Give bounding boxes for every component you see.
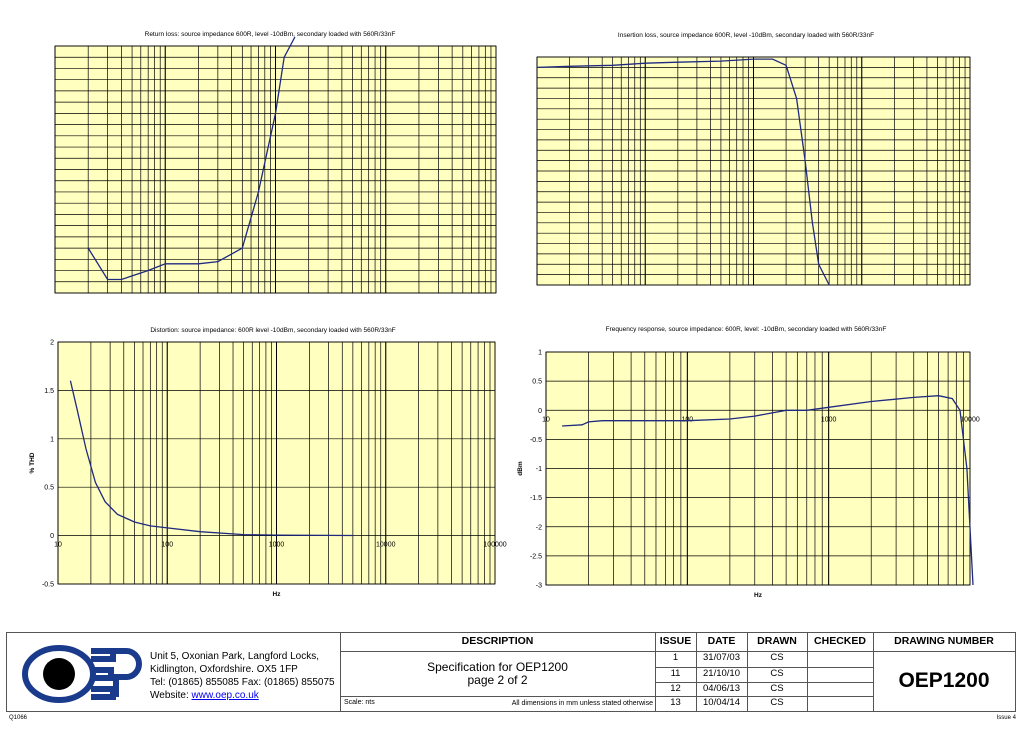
- address-line-3: Tel: (01865) 855085 Fax: (01865) 855075: [150, 677, 335, 688]
- footer-left-code: Q1066: [9, 715, 28, 721]
- revision-drawn-2: CS: [770, 683, 784, 694]
- issue-header: ISSUE: [659, 635, 692, 647]
- oep-logo: [21, 643, 145, 705]
- drawing-number: OEP1200: [898, 669, 990, 692]
- distortion-ytick: 1: [50, 436, 54, 444]
- distortion-xtick: 10000: [376, 541, 396, 549]
- revision-date-2: 04/06/13: [703, 683, 740, 694]
- frequency-response-ylabel: dBm: [517, 461, 524, 476]
- distortion-xtick: 100: [161, 541, 174, 549]
- revision-issue-1: 11: [670, 668, 681, 679]
- title-block: [6, 632, 1016, 712]
- address-website: [150, 689, 335, 702]
- revision-date-3: 10/04/14: [703, 697, 740, 708]
- checked-header: CHECKED: [814, 635, 866, 647]
- frequency-response-ytick: -2.5: [529, 553, 542, 561]
- revision-drawn-0: CS: [770, 652, 784, 663]
- frequency-response-ytick: -2: [535, 524, 542, 532]
- distortion-ytick: 0.5: [44, 484, 54, 492]
- frequency-response-ytick: -1.5: [529, 495, 542, 503]
- distortion-xlabel: Hz: [272, 591, 281, 598]
- frequency-response-ytick: 1: [538, 349, 542, 357]
- drawn-header: DRAWN: [757, 635, 797, 647]
- footer-right-code: Issue 4: [996, 715, 1016, 721]
- description-line-1: Specification for OEP1200: [427, 660, 568, 674]
- distortion-xtick: 100000: [483, 541, 507, 549]
- distortion-xtick: 10: [54, 541, 62, 549]
- address-line-2: Kidlington, Oxfordshire. OX5 1FP: [150, 664, 298, 675]
- revision-issue-3: 13: [670, 697, 681, 708]
- frequency-response-ytick: -3: [535, 582, 542, 590]
- distortion-ytick: 1.5: [44, 387, 54, 395]
- frequency-response-xtick: 10: [542, 416, 550, 424]
- distortion-xtick: 1000: [268, 541, 285, 549]
- frequency-response-xtick: 100: [681, 416, 694, 424]
- frequency-response-ytick: 0: [538, 407, 542, 415]
- distortion-title: Distortion: source impedance: 600R level -10dBm, secondary loaded with 560R/33nF: [150, 327, 396, 334]
- distortion-ylabel: % THD: [29, 452, 36, 474]
- frequency-response-title: Frequency response, source impedance: 600R, level: -10dBm, secondary loaded with 560R/33nF: [605, 326, 887, 333]
- address-line-1: Unit 5, Oxonian Park, Langford Locks,: [150, 651, 319, 662]
- distortion-ytick: -0.5: [41, 581, 54, 589]
- company-address: [150, 650, 335, 702]
- revision-date-0: 31/07/03: [703, 652, 740, 663]
- distortion-ytick: 0: [50, 533, 54, 541]
- date-header: DATE: [707, 635, 736, 647]
- revision-issue-0: 1: [672, 652, 679, 663]
- drawing-number-header: DRAWING NUMBER: [894, 635, 994, 647]
- distortion-ytick: 2: [50, 339, 54, 347]
- description-line-2: page 2 of 2: [467, 673, 528, 687]
- frequency-response-ytick: -0.5: [529, 436, 542, 444]
- revision-drawn-3: CS: [770, 697, 784, 708]
- revision-drawn-1: CS: [770, 668, 784, 679]
- frequency-response-ytick: -1: [535, 466, 542, 473]
- website-link[interactable]: www.oep.co.uk: [191, 690, 259, 701]
- frequency-response-xtick: 1000: [820, 416, 837, 424]
- revision-issue-2: 12: [670, 683, 681, 694]
- frequency-response-xtick: 10000: [960, 416, 980, 424]
- return-loss-title: Return loss: source impedance 600R, level -10dBm, secondary loaded with 560R/33nF: [144, 31, 396, 38]
- scale-text: Scale: nts: [344, 699, 375, 706]
- insertion-loss-title: Insertion loss, source impedance 600R, level -10dBm, secondary loaded with 560R/33nF: [617, 32, 875, 39]
- revision-date-1: 21/10/10: [703, 668, 740, 679]
- website-label: Website:: [150, 690, 192, 701]
- description-text: [340, 661, 655, 687]
- description-header: DESCRIPTION: [461, 635, 534, 647]
- frequency-response-xlabel: Hz: [754, 592, 762, 599]
- frequency-response-ytick: 0.5: [532, 378, 542, 386]
- dimensions-note: All dimensions in mm unless stated otherwise: [511, 700, 653, 707]
